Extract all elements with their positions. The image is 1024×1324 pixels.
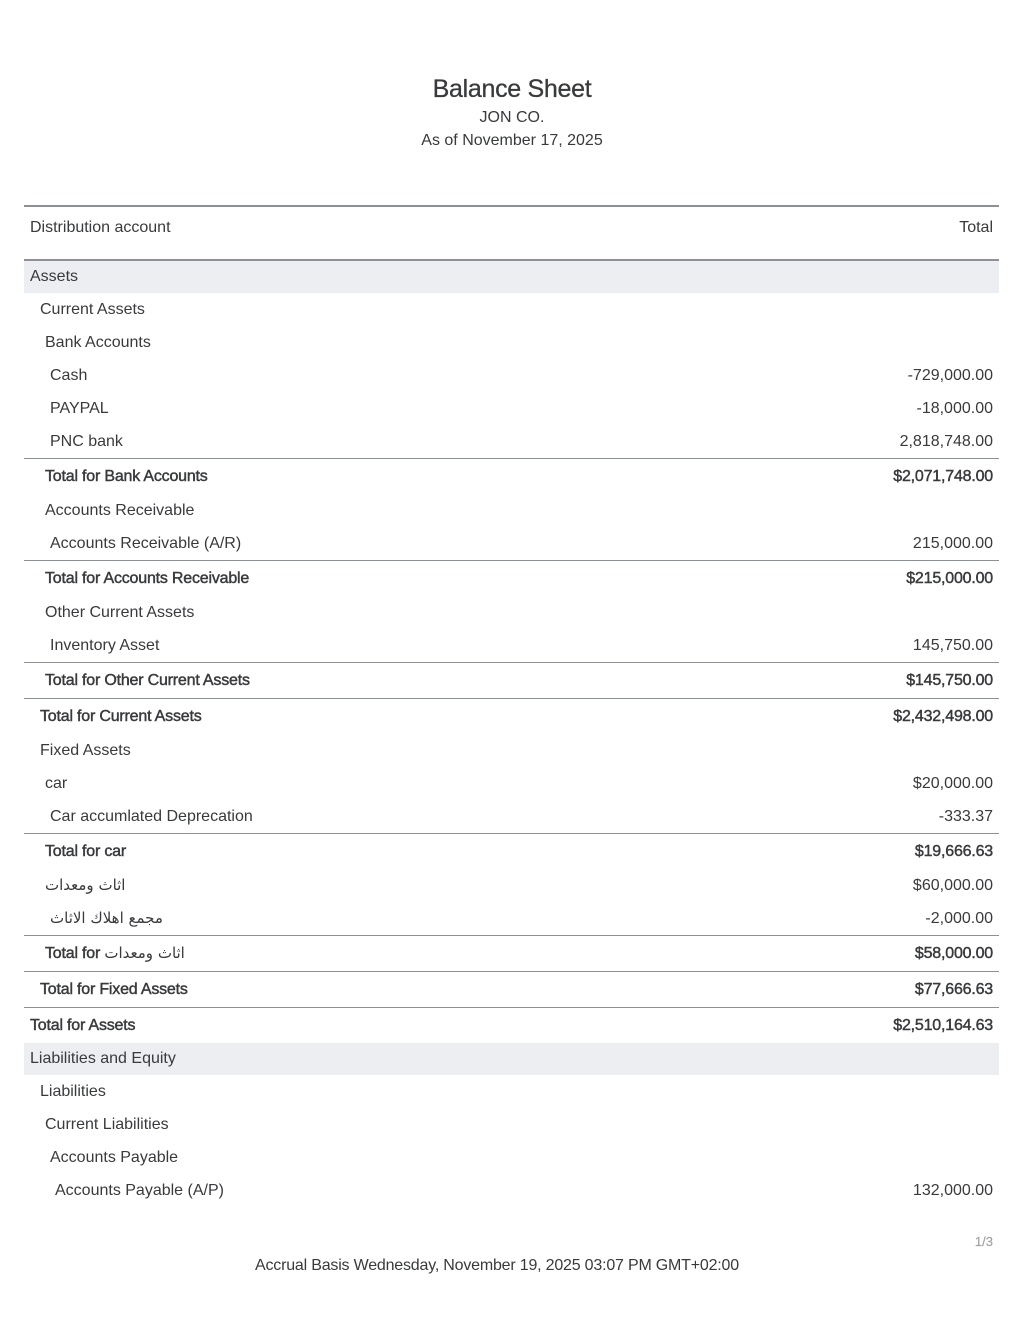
row-amount[interactable]: 145,750.00: [912, 636, 993, 654]
total-row: [24, 458, 999, 494]
row-label-text: Total for: [45, 945, 101, 962]
balance-sheet-table: [24, 205, 999, 1207]
report-header: [0, 72, 1024, 153]
account-row[interactable]: [24, 767, 999, 800]
row-label: [24, 1083, 106, 1101]
group-row: [24, 1108, 999, 1141]
row-amount: $2,432,498.00: [893, 707, 993, 725]
row-amount[interactable]: $20,000.00: [912, 774, 993, 792]
row-label: [24, 1116, 169, 1134]
row-label-text: Total for Assets: [30, 1016, 136, 1034]
row-label-text: Accounts Receivable: [45, 501, 195, 519]
row-label-text: Other Current Assets: [45, 603, 195, 621]
row-label: [24, 433, 123, 451]
row-label-text: Total for Fixed Assets: [40, 980, 188, 998]
account-row[interactable]: [24, 800, 999, 833]
total-row: [24, 662, 999, 698]
row-label: [24, 570, 249, 588]
total-row: [24, 971, 999, 1007]
row-label: [24, 742, 131, 760]
account-row[interactable]: [24, 1174, 999, 1207]
account-row[interactable]: [24, 425, 999, 458]
total-row: [24, 560, 999, 596]
row-label: [24, 400, 109, 418]
table-body: [24, 261, 999, 1207]
account-row[interactable]: [24, 869, 999, 902]
group-row: [24, 1075, 999, 1108]
row-amount[interactable]: -333.37: [938, 807, 993, 825]
row-label-suffix: اثاث ومعدات: [104, 944, 185, 962]
row-label-text: Inventory Asset: [50, 636, 160, 654]
row-amount[interactable]: $60,000.00: [912, 876, 993, 894]
account-row[interactable]: [24, 629, 999, 662]
row-label: [24, 301, 145, 319]
row-amount: $19,666.63: [914, 842, 993, 860]
row-label-text: Current Liabilities: [45, 1115, 169, 1133]
group-row: [24, 494, 999, 527]
column-header-account: Distribution account: [30, 219, 171, 236]
total-row: [24, 935, 999, 971]
row-label-text: Bank Accounts: [45, 333, 151, 351]
row-amount: $2,071,748.00: [893, 467, 993, 485]
row-label-text: Total for car: [45, 842, 126, 860]
row-amount: $2,510,164.63: [893, 1016, 993, 1034]
row-label-text: Accounts Receivable (A/R): [50, 534, 242, 552]
group-row: [24, 1141, 999, 1174]
row-label: [24, 843, 126, 861]
row-label: [24, 1050, 176, 1068]
row-amount: $215,000.00: [906, 569, 993, 587]
row-label-text: Current Assets: [40, 300, 145, 318]
row-label: [24, 637, 159, 655]
total-row: [24, 698, 999, 734]
account-row[interactable]: [24, 359, 999, 392]
row-amount: $145,750.00: [906, 671, 993, 689]
row-label: [24, 672, 250, 690]
row-label: [24, 334, 151, 352]
row-label-text: Liabilities: [40, 1082, 106, 1100]
section-row: [24, 261, 999, 293]
row-label: [24, 1149, 178, 1167]
row-amount[interactable]: -18,000.00: [916, 399, 993, 417]
total-row: [24, 1007, 999, 1043]
row-amount[interactable]: -729,000.00: [907, 366, 993, 384]
group-row: [24, 596, 999, 629]
group-row: [24, 734, 999, 767]
row-label-text: Cash: [50, 366, 88, 384]
row-label-text: Total for Current Assets: [40, 707, 202, 725]
page-number: 1/3: [974, 1234, 993, 1249]
table-header: [24, 205, 999, 261]
report-footer: Accrual Basis Wednesday, November 19, 2025 03:07 PM GMT+02:00: [255, 1257, 739, 1274]
group-row: [24, 326, 999, 359]
row-amount: $58,000.00: [914, 944, 993, 962]
row-label: [24, 876, 125, 895]
company-name: JON CO.: [479, 109, 545, 126]
row-label-text: Fixed Assets: [40, 741, 131, 759]
row-label: [24, 944, 185, 963]
row-label-text: اثاث ومعدات: [45, 876, 126, 894]
row-label: [24, 268, 78, 286]
row-amount: $77,666.63: [914, 980, 993, 998]
row-label: [24, 708, 202, 726]
row-label: [24, 535, 241, 553]
row-label-text: Total for Accounts Receivable: [45, 569, 250, 587]
row-label: [24, 502, 194, 520]
row-amount[interactable]: 215,000.00: [912, 534, 993, 552]
row-label-text: PNC bank: [50, 432, 123, 450]
row-label-text: Accounts Payable (A/P): [55, 1181, 224, 1199]
row-label: [24, 909, 163, 928]
row-amount[interactable]: 132,000.00: [912, 1181, 993, 1199]
row-label: [24, 468, 208, 486]
row-label-text: Car accumlated Deprecation: [50, 807, 253, 825]
row-label: [24, 775, 67, 793]
row-amount[interactable]: 2,818,748.00: [899, 432, 993, 450]
row-label-text: Accounts Payable: [50, 1148, 179, 1166]
column-header-total: Total: [959, 219, 993, 236]
row-label: [24, 808, 253, 826]
group-row: [24, 293, 999, 326]
row-label: [24, 367, 87, 385]
row-label-text: Total for Other Current Assets: [45, 671, 250, 689]
row-label-text: PAYPAL: [50, 399, 109, 417]
section-row: [24, 1043, 999, 1075]
total-row: [24, 833, 999, 869]
account-row[interactable]: [24, 392, 999, 425]
account-row[interactable]: [24, 902, 999, 935]
row-label-text: Liabilities and Equity: [30, 1050, 176, 1067]
row-label-text: Total for Bank Accounts: [45, 467, 208, 485]
row-label-text: مجمع اهلاك الاثاث: [50, 909, 163, 927]
row-label: [24, 1182, 224, 1200]
row-amount[interactable]: -2,000.00: [925, 909, 993, 927]
report-date: As of November 17, 2025: [421, 132, 603, 149]
row-label: [24, 981, 188, 999]
report-title: Balance Sheet: [432, 75, 592, 103]
row-label-text: Assets: [30, 268, 79, 285]
row-label: [24, 604, 194, 622]
row-label: [24, 1017, 135, 1035]
account-row[interactable]: [24, 527, 999, 560]
row-label-text: car: [45, 774, 68, 792]
